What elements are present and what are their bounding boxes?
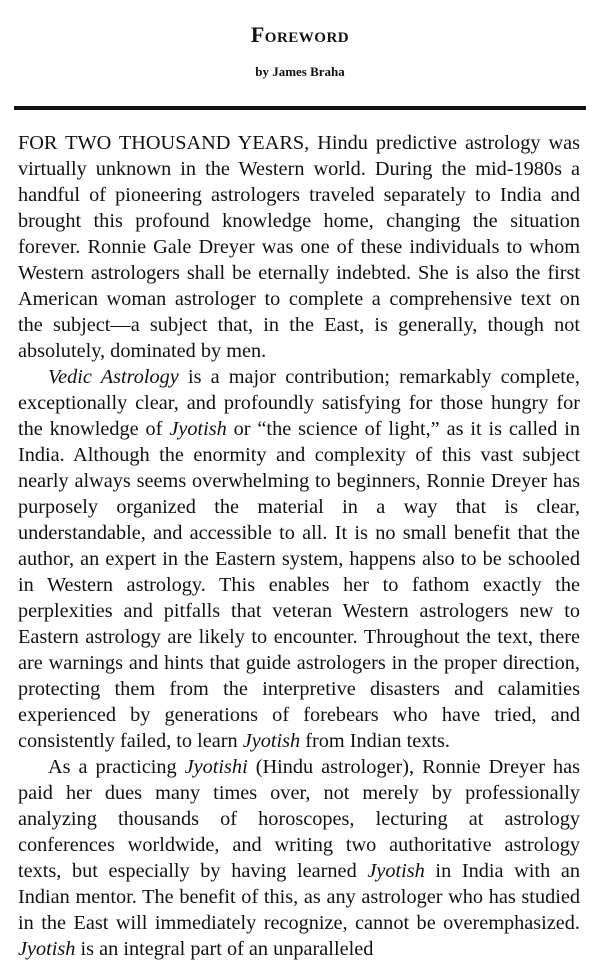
paragraph-lead: FOR TWO THOUSAND YEARS,: [18, 132, 310, 154]
paragraph: [18, 130, 580, 364]
paragraph-text: or “the science of light,” as it is called in India. Although the enormity and complexity of this vast subject nearly always seems overwhelming to beginners, Ronnie Dreyer has purposely organized the material in a way that is clear, understandable, and accessible to all. It is no small benefit that the author, an expert in the Eastern system, happens also to be schooled in Western astrology. This enables her to fathom exactly the perplexities and pitfalls that veteran Western astrologers new to Eastern astrology are likely to encounter. Throughout the text, there are warnings and hints that guide astrologers in the proper direction, protecting them from the interpretive disasters and calamities experienced by generations of forebears who have tried, and consistently failed, to learn: [18, 418, 580, 752]
italic-term: Jyotish: [367, 860, 425, 882]
page-title: Foreword: [250, 22, 350, 47]
paragraph-text: from Indian texts.: [300, 730, 450, 752]
paragraph-text: in India with an Indian mentor. The benefit of this, as any astrologer who has studied in the East will immediately recognize, cannot be overemphasized.: [18, 860, 580, 934]
paragraph: [18, 364, 580, 754]
author-byline: by James Braha: [255, 64, 345, 79]
italic-term: Jyotish: [242, 730, 301, 752]
title-rule: [14, 106, 586, 110]
foreword-body: [18, 130, 580, 962]
italic-term: Vedic Astrology: [48, 366, 179, 388]
paragraph: [18, 754, 580, 962]
italic-term: Jyotishi: [184, 756, 248, 778]
paragraph-text: Hindu predictive astrology was virtually unknown in the Western world. During the mid-1980s a handful of pioneering astrologers traveled separately to India and brought this profound knowledge home, changing the situation forever. Ronnie Gale Dreyer was one of these individuals to whom Western astrologers shall be eternally indebted. She is also the first American woman astrologer to complete a comprehensive text on the subject—a subject that, in the East, is generally, though not absolutely, dominated by men.: [18, 132, 581, 362]
paragraph-text: (Hindu astrologer), Ronnie Dreyer has paid her dues many times over, not merely by professionally analyzing thousands of horoscopes, lecturing at astrology conferences worldwide, and writing two authoritative astrology texts, but especially by having learned: [18, 756, 580, 882]
italic-term: Jyotish: [18, 938, 76, 960]
paragraph-text: is a major contribution; remarkably complete, exceptionally clear, and profoundly satisfying for those hungry for the knowledge of: [18, 366, 580, 440]
paragraph-text: is an integral part of an unparalleled: [75, 938, 374, 960]
italic-term: Jyotish: [169, 418, 227, 440]
paragraph-text: As a practicing: [48, 756, 185, 778]
